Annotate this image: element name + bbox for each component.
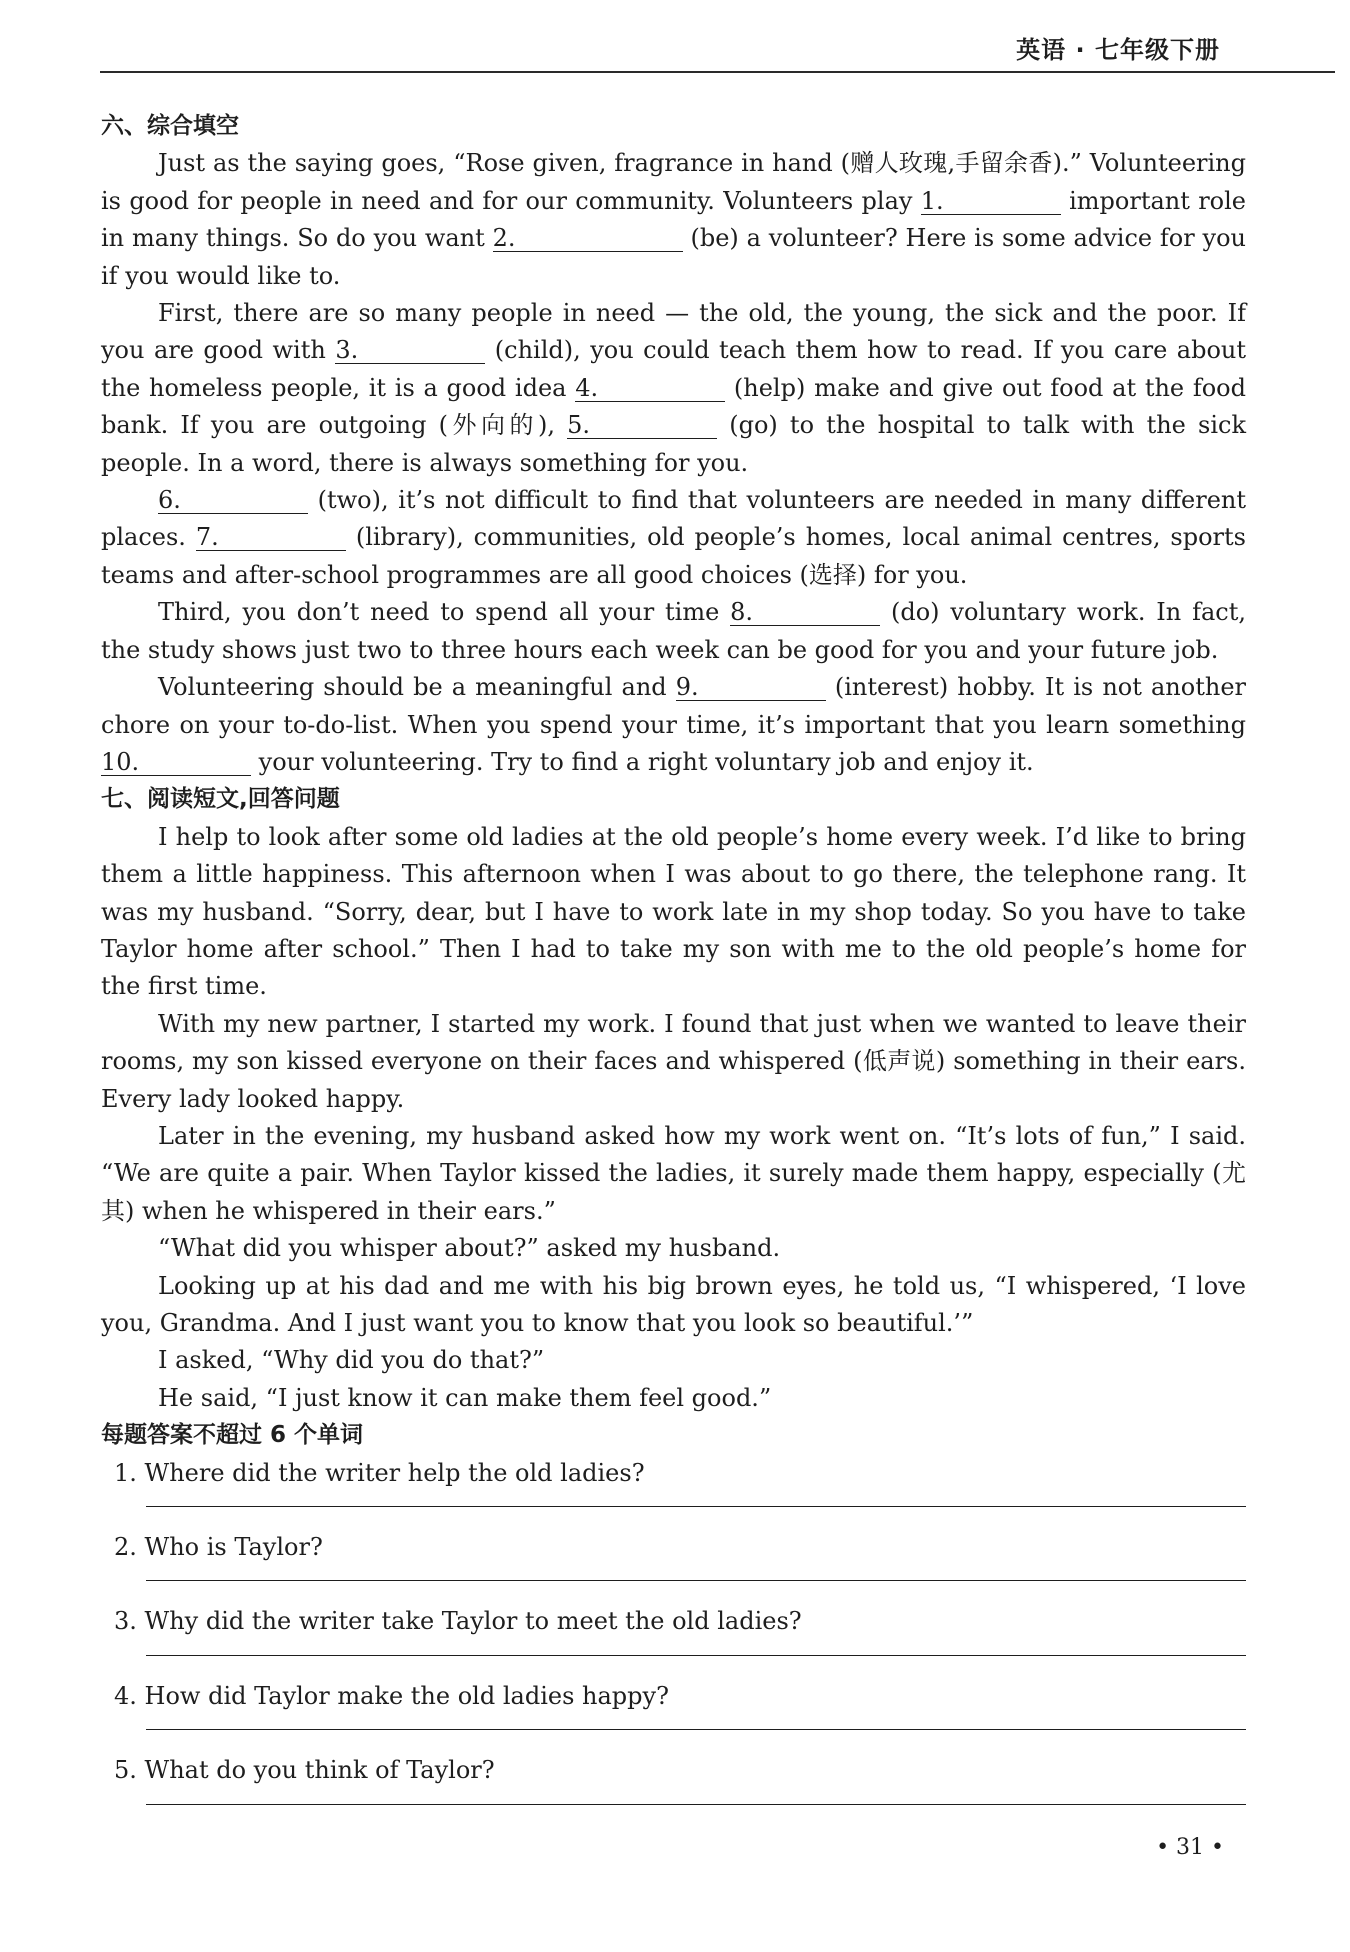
- answer-instruction: 每题答案不超过 6 个单词: [101, 1422, 364, 1449]
- cloze-paragraph-2: [101, 295, 1246, 482]
- text-run: (library), communities, old people’s homes, local animal centres, sports teams and after-school programmes are all good choices (选择) for you.: [101, 523, 1246, 589]
- question-1: 1. Where did the writer help the old ladies?: [114, 1458, 645, 1487]
- blank-1[interactable]: 1.: [921, 188, 1061, 215]
- section-7-title: 七、阅读短文,回答问题: [101, 786, 340, 813]
- text-run: (go) to the hospital to talk with the sick people. In a word, there is always something for you.: [101, 411, 1246, 477]
- blank-8[interactable]: 8.: [730, 599, 880, 626]
- reading-paragraph: With my new partner, I started my work. I found that just when we wanted to leave their rooms, my son kissed everyone on their faces and whispered (低声说) something in their ears. Every lady looked happy.: [101, 1009, 1246, 1113]
- answer-line-5[interactable]: [146, 1790, 1246, 1805]
- page-number: • 31 •: [1156, 1835, 1224, 1860]
- cloze-paragraph-4: [101, 594, 1246, 669]
- section-6-title: 六、综合填空: [101, 113, 239, 139]
- text-run: First, there are so many people in need — the old, the young, the sick and the poor. If you are good with: [101, 299, 1246, 365]
- header-divider: [100, 71, 1335, 73]
- blank-2[interactable]: 2.: [493, 225, 683, 252]
- text-run: (be) a volunteer? Here is some advice for you if you would like to.: [101, 224, 1247, 290]
- answer-line-4[interactable]: [146, 1715, 1246, 1730]
- question-2: 2. Who is Taylor?: [114, 1533, 323, 1562]
- blank-6[interactable]: 6.: [158, 487, 308, 514]
- book-title: 英语 · 七年级下册: [1016, 36, 1220, 64]
- question-4: 4. How did Taylor make the old ladies happy?: [114, 1681, 669, 1710]
- text-run: Third, you don’t need to spend all your time: [158, 598, 731, 627]
- cloze-paragraph-5: [101, 669, 1246, 781]
- blank-9[interactable]: 9.: [676, 674, 826, 701]
- question-3: 3. Why did the writer take Taylor to meet the old ladies?: [114, 1607, 802, 1636]
- reading-paragraph: “What did you whisper about?” asked my husband.: [158, 1234, 781, 1263]
- reading-paragraph: He said, “I just know it can make them feel good.”: [158, 1383, 772, 1412]
- answer-line-3[interactable]: [146, 1641, 1246, 1656]
- text-run: Volunteering should be a meaningful and: [158, 673, 676, 702]
- text-run: (do) voluntary work. In fact, the study shows just two to three hours each week can be good for you and your future job.: [101, 598, 1246, 664]
- text-run: (child), you could teach them how to read. If you care about the homeless people, it is a good idea: [101, 336, 1246, 402]
- blank-7[interactable]: 7.: [196, 524, 346, 551]
- answer-line-1[interactable]: [146, 1492, 1246, 1507]
- blank-5[interactable]: 5.: [567, 412, 717, 439]
- text-run: (interest) hobby. It is not another chore on your to-do-list. When you spend your time, it’s important that you learn something: [101, 673, 1246, 739]
- text-run: (help) make and give out food at the food bank. If you are outgoing (外向的),: [101, 373, 1246, 440]
- answer-line-2[interactable]: [146, 1566, 1246, 1581]
- reading-paragraph: I asked, “Why did you do that?”: [158, 1346, 545, 1375]
- blank-3[interactable]: 3.: [335, 337, 485, 364]
- text-run: your volunteering. Try to find a right voluntary job and enjoy it.: [251, 747, 1034, 776]
- text-run: Just as the saying goes, “Rose given, fragrance in hand (赠人玫瑰,手留余香).” Volunteering is good for people in need and for our community. Volunteers play: [101, 149, 1246, 215]
- page-content: [101, 108, 1246, 1827]
- question-5: 5. What do you think of Taylor?: [114, 1756, 495, 1785]
- reading-paragraph: I help to look after some old ladies at the old people’s home every week. I’d like to bring them a little happiness. This afternoon when I was about to go there, the telephone rang. It was my husband. “Sorry, dear, but I have to work late in my shop today. So you have to take Taylor home after school.” Then I had to take my son with me to the old people’s home for the first time.: [101, 822, 1246, 1001]
- cloze-paragraph-3: [101, 482, 1246, 594]
- blank-4[interactable]: 4.: [575, 375, 725, 402]
- text-run: important role in many things. So do you want: [101, 186, 1246, 253]
- reading-paragraph: Later in the evening, my husband asked how my work went on. “It’s lots of fun,” I said. “We are quite a pair. When Taylor kissed the ladies, it surely made them happy, especially (尤其) when he whispered in their ears.”: [101, 1121, 1246, 1225]
- cloze-paragraph-1: [101, 145, 1246, 295]
- blank-10[interactable]: 10.: [101, 749, 251, 776]
- text-run: (two), it’s not difficult to find that volunteers are needed in many different places.: [101, 486, 1246, 552]
- question-list: [101, 1455, 1246, 1805]
- reading-paragraph: Looking up at his dad and me with his big brown eyes, he told us, “I whispered, ‘I love you, Grandma. And I just want you to know that you look so beautiful.’”: [101, 1271, 1246, 1337]
